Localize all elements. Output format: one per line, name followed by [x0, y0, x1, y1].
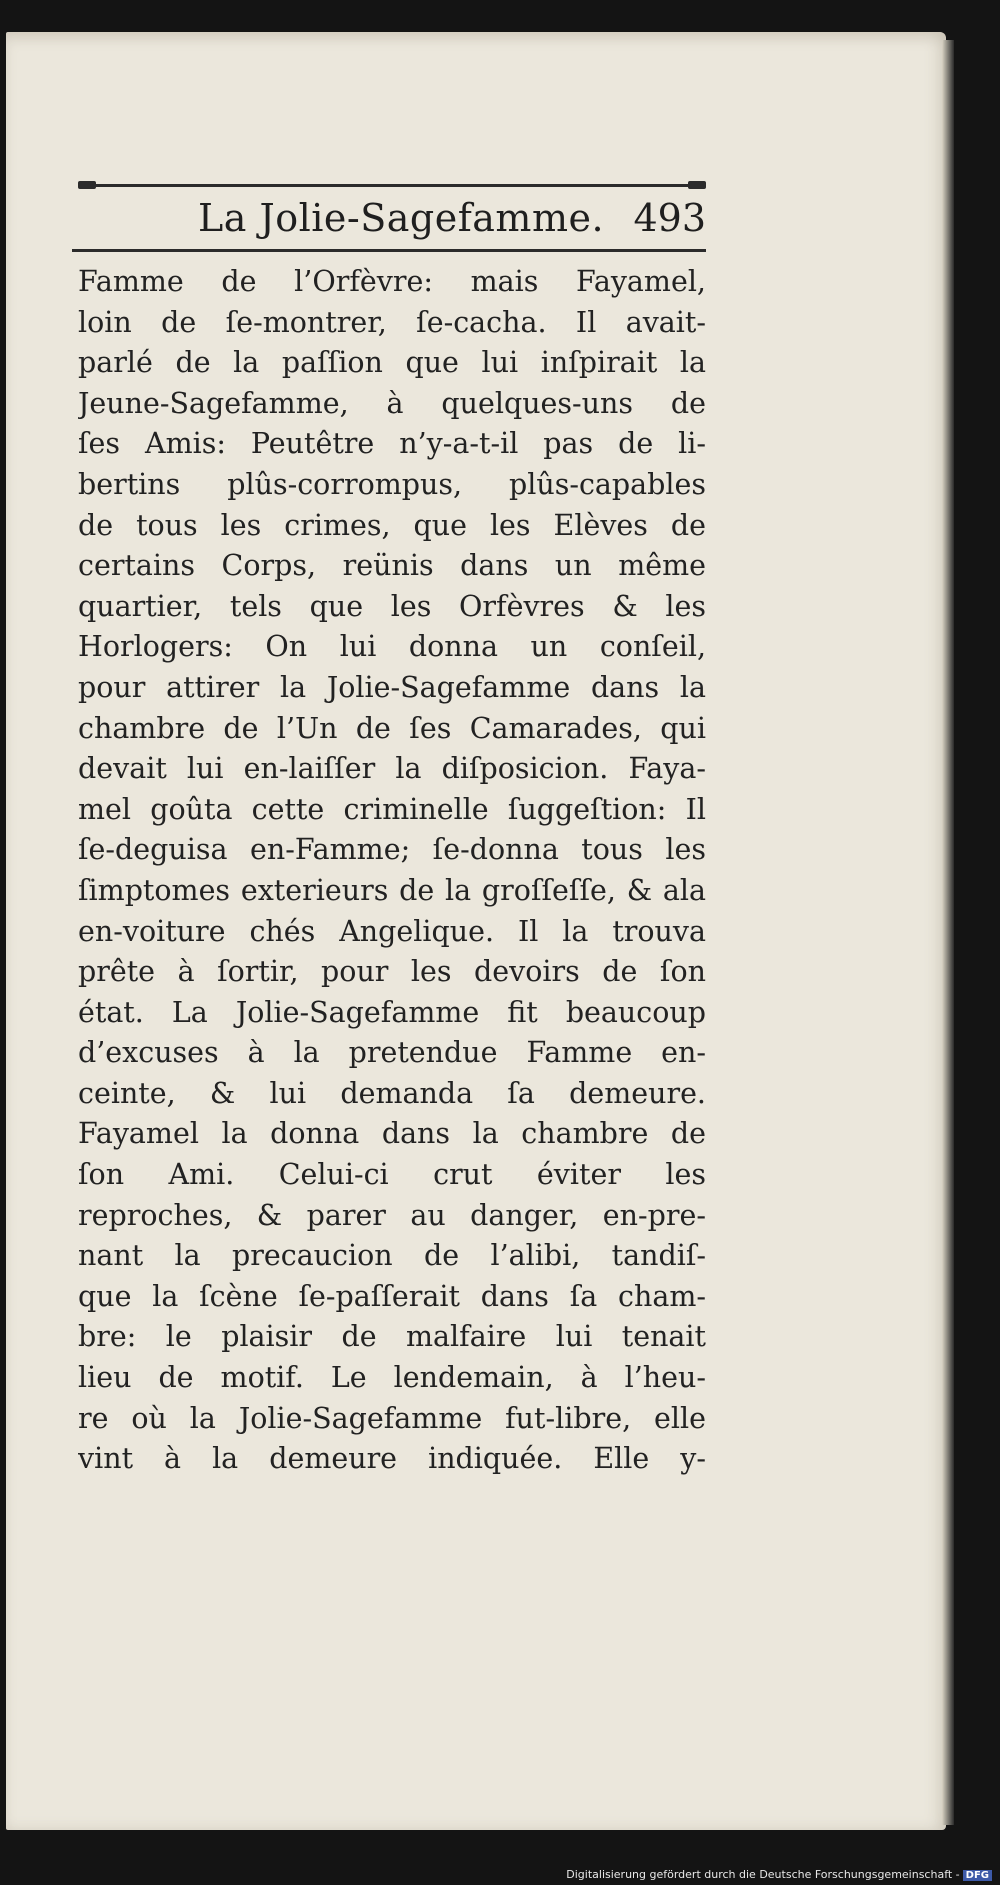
- text-line: Fayamel la donna dans la chambre de: [78, 1117, 706, 1151]
- text-line: quartier, tels que les Orfèvres & les: [78, 589, 706, 623]
- text-line: reproches, & parer au danger, en-pre-: [78, 1198, 706, 1232]
- text-line: loin de ſe-montrer, ſe-cacha. Il avait-: [78, 305, 706, 339]
- text-line: lieu de motif. Le lendemain, à l’heu-: [78, 1361, 706, 1395]
- credit-text: Digitalisierung gefördert durch die Deutsche Forschungsgemeinschaft -: [566, 1868, 960, 1881]
- text-line: re où la Jolie-Sagefamme fut-libre, elle: [78, 1401, 706, 1435]
- text-line: bre: le plaisir de malfaire lui tenait: [78, 1320, 706, 1354]
- text-line: parlé de la paſſion que lui inſpirait la: [78, 346, 706, 380]
- text-line: état. La Jolie-Sagefamme fit beaucoup: [78, 995, 706, 1029]
- dfg-logo: DFG: [963, 1870, 992, 1881]
- text-line: ſe-deguisa en-Famme; ſe-donna tous les: [78, 833, 706, 867]
- page-header: [78, 190, 706, 248]
- header-rule-top: [78, 184, 706, 187]
- text-line: devait lui en-laiſſer la diſposicion. Faya-: [78, 752, 706, 786]
- text-line: d’excuses à la pretendue Famme en-: [78, 1036, 706, 1070]
- text-line: de tous les crimes, que les Elèves de: [78, 508, 706, 542]
- text-line: vint à la demeure indiquée. Elle y-: [78, 1442, 706, 1476]
- header-rule-bottom: [72, 249, 706, 252]
- text-line: nant la precaucion de l’alibi, tandiſ-: [78, 1239, 706, 1273]
- text-line: ceinte, & lui demanda ſa demeure.: [78, 1076, 706, 1110]
- text-line: mel goûta cette criminelle ſuggeſtion: Il: [78, 792, 706, 826]
- text-line: prête à ſortir, pour les devoirs de ſon: [78, 955, 706, 989]
- text-line: certains Corps, reünis dans un même: [78, 549, 706, 583]
- text-line: ſon Ami. Celui-ci crut éviter les: [78, 1158, 706, 1192]
- text-line: que la ſcène ſe-paſſerait dans ſa cham-: [78, 1279, 706, 1313]
- text-line: ſes Amis: Peutêtre n’y-a-t-il pas de li-: [78, 427, 706, 461]
- text-line: chambre de l’Un de ſes Camarades, qui: [78, 711, 706, 745]
- text-line: Horlogers: On lui donna un conſeil,: [78, 630, 706, 664]
- body-text: [78, 262, 706, 1480]
- running-title: La Jolie-Sagefamme.: [198, 196, 605, 240]
- digitization-credit: [566, 1868, 992, 1881]
- text-line: en-voiture chés Angelique. Il la trouva: [78, 914, 706, 948]
- text-line: Famme de l’Orfèvre: mais Fayamel,: [78, 265, 706, 298]
- page-number: 493: [633, 196, 706, 240]
- page-edge: [942, 40, 954, 1825]
- text-line: pour attirer la Jolie-Sagefamme dans la: [78, 670, 706, 704]
- text-line: ſimptomes exterieurs de la groſſeſſe, & ala: [78, 873, 706, 907]
- text-line: Jeune-Sagefamme, à quelques-uns de: [78, 386, 706, 420]
- text-line: bertins plûs-corrompus, plûs-capables: [78, 467, 706, 501]
